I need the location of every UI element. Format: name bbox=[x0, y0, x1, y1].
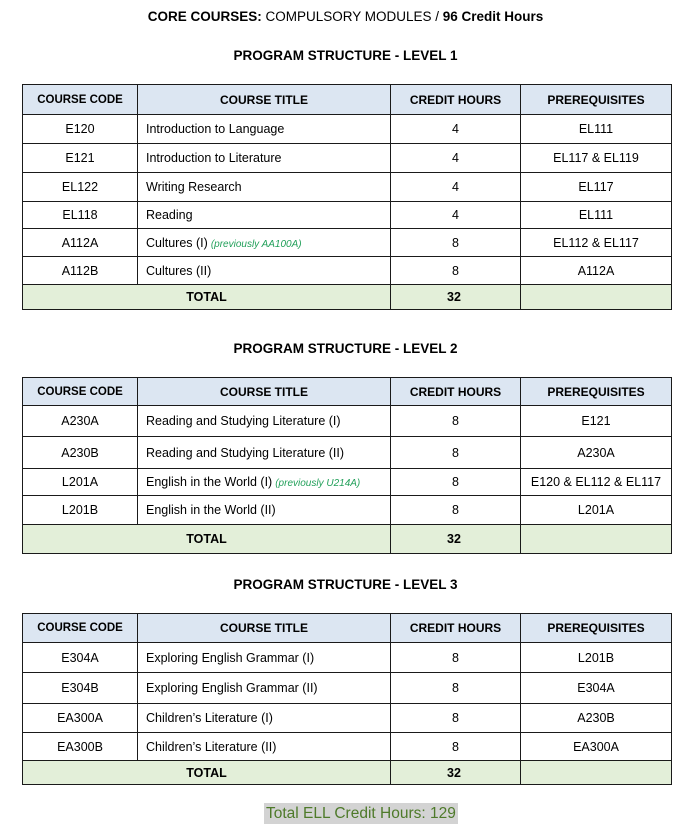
credit-hours: 4 bbox=[391, 202, 521, 229]
level-1-heading: PROGRAM STRUCTURE - LEVEL 1 bbox=[233, 48, 458, 63]
credit-hours: 8 bbox=[391, 673, 521, 704]
prerequisites: E120 & EL112 & EL117 bbox=[521, 469, 672, 496]
credit-hours: 8 bbox=[391, 257, 521, 285]
prerequisites: E304A bbox=[521, 673, 672, 704]
total-label: TOTAL bbox=[23, 761, 391, 785]
prerequisites: EL117 & EL119 bbox=[521, 144, 672, 173]
course-title: English in the World (I) (previously U214A) bbox=[138, 469, 391, 496]
credit-hours: 8 bbox=[391, 229, 521, 257]
table-row bbox=[23, 437, 672, 469]
table-row bbox=[23, 496, 672, 525]
prerequisites: EL112 & EL117 bbox=[521, 229, 672, 257]
course-code: A112A bbox=[23, 229, 138, 257]
table-row bbox=[23, 202, 672, 229]
course-title: Exploring English Grammar (I) bbox=[138, 643, 391, 673]
course-title: Reading and Studying Literature (I) bbox=[138, 406, 391, 437]
course-code: EL122 bbox=[23, 173, 138, 202]
grand-total: Total ELL Credit Hours: 129 bbox=[266, 805, 456, 822]
course-code: A230A bbox=[23, 406, 138, 437]
table-row bbox=[23, 257, 672, 285]
course-title: Exploring English Grammar (II) bbox=[138, 673, 391, 704]
credit-hours: 4 bbox=[391, 115, 521, 144]
course-title: Cultures (II) bbox=[138, 257, 391, 285]
column-header-credits: CREDIT HOURS bbox=[391, 85, 521, 115]
table-row bbox=[23, 704, 672, 733]
title-middle: COMPULSORY MODULES / bbox=[261, 9, 443, 24]
credit-hours: 8 bbox=[391, 704, 521, 733]
course-code: A230B bbox=[23, 437, 138, 469]
course-code: E120 bbox=[23, 115, 138, 144]
column-header-code: COURSE CODE bbox=[23, 85, 138, 115]
credit-hours: 4 bbox=[391, 144, 521, 173]
title-prefix: CORE COURSES: bbox=[147, 9, 262, 24]
total-label: TOTAL bbox=[23, 525, 391, 554]
course-title: Reading bbox=[138, 202, 391, 229]
course-code: A112B bbox=[23, 257, 138, 285]
credit-hours: 8 bbox=[391, 733, 521, 761]
table-row bbox=[23, 733, 672, 761]
prerequisites: EL111 bbox=[521, 202, 672, 229]
column-header-title: COURSE TITLE bbox=[138, 85, 391, 115]
column-header-code: COURSE CODE bbox=[23, 378, 138, 406]
table-row bbox=[23, 173, 672, 202]
course-code: L201A bbox=[23, 469, 138, 496]
credit-hours: 8 bbox=[391, 469, 521, 496]
table-row bbox=[23, 673, 672, 704]
course-title: Introduction to Language bbox=[138, 115, 391, 144]
credit-hours: 8 bbox=[391, 406, 521, 437]
course-code: EA300B bbox=[23, 733, 138, 761]
prerequisites: A230A bbox=[521, 437, 672, 469]
course-title: Writing Research bbox=[138, 173, 391, 202]
table-header-row bbox=[23, 614, 672, 643]
title-credit-hours: 96 Credit Hours bbox=[442, 9, 544, 24]
level-3-table bbox=[22, 613, 672, 785]
column-header-credits: CREDIT HOURS bbox=[391, 378, 521, 406]
level-3-heading: PROGRAM STRUCTURE - LEVEL 3 bbox=[233, 577, 458, 592]
course-title: Cultures (I) (previously AA100A) bbox=[138, 229, 391, 257]
column-header-prereq: PREREQUISITES bbox=[521, 378, 672, 406]
course-title: Reading and Studying Literature (II) bbox=[138, 437, 391, 469]
total-row bbox=[23, 285, 672, 310]
prerequisites: EL111 bbox=[521, 115, 672, 144]
course-code: EA300A bbox=[23, 704, 138, 733]
prerequisites: A112A bbox=[521, 257, 672, 285]
prerequisites: EL117 bbox=[521, 173, 672, 202]
page-title bbox=[0, 9, 691, 24]
credit-hours: 4 bbox=[391, 173, 521, 202]
total-value: 32 bbox=[391, 525, 521, 554]
previous-code-note: (previously AA100A) bbox=[210, 238, 302, 250]
previous-code-note: (previously U214A) bbox=[275, 478, 361, 489]
level-2-table bbox=[22, 377, 672, 554]
course-title: Children’s Literature (I) bbox=[138, 704, 391, 733]
total-value: 32 bbox=[391, 761, 521, 785]
table-row bbox=[23, 229, 672, 257]
total-label: TOTAL bbox=[23, 285, 391, 310]
table-row bbox=[23, 469, 672, 496]
level-1-table bbox=[22, 84, 672, 310]
table-row bbox=[23, 406, 672, 437]
table-header-row bbox=[23, 378, 672, 406]
course-code: EL118 bbox=[23, 202, 138, 229]
credit-hours: 8 bbox=[391, 643, 521, 673]
course-code: E304A bbox=[23, 643, 138, 673]
total-empty-cell bbox=[521, 761, 672, 785]
credit-hours: 8 bbox=[391, 437, 521, 469]
prerequisites: E121 bbox=[521, 406, 672, 437]
column-header-credits: CREDIT HOURS bbox=[391, 614, 521, 643]
course-title: Children’s Literature (II) bbox=[138, 733, 391, 761]
table-row bbox=[23, 115, 672, 144]
column-header-code: COURSE CODE bbox=[23, 614, 138, 643]
table-header-row bbox=[23, 85, 672, 115]
total-value: 32 bbox=[391, 285, 521, 310]
course-title: English in the World (II) bbox=[138, 496, 391, 525]
total-row bbox=[23, 525, 672, 554]
course-title: Introduction to Literature bbox=[138, 144, 391, 173]
course-code: E304B bbox=[23, 673, 138, 704]
total-empty-cell bbox=[521, 525, 672, 554]
column-header-prereq: PREREQUISITES bbox=[521, 614, 672, 643]
table-row bbox=[23, 144, 672, 173]
course-code: L201B bbox=[23, 496, 138, 525]
prerequisites: EA300A bbox=[521, 733, 672, 761]
total-row bbox=[23, 761, 672, 785]
course-code: E121 bbox=[23, 144, 138, 173]
credit-hours: 8 bbox=[391, 496, 521, 525]
column-header-title: COURSE TITLE bbox=[138, 614, 391, 643]
column-header-title: COURSE TITLE bbox=[138, 378, 391, 406]
prerequisites: L201B bbox=[521, 643, 672, 673]
total-empty-cell bbox=[521, 285, 672, 310]
prerequisites: L201A bbox=[521, 496, 672, 525]
level-2-heading: PROGRAM STRUCTURE - LEVEL 2 bbox=[233, 341, 458, 356]
table-row bbox=[23, 643, 672, 673]
column-header-prereq: PREREQUISITES bbox=[521, 85, 672, 115]
prerequisites: A230B bbox=[521, 704, 672, 733]
